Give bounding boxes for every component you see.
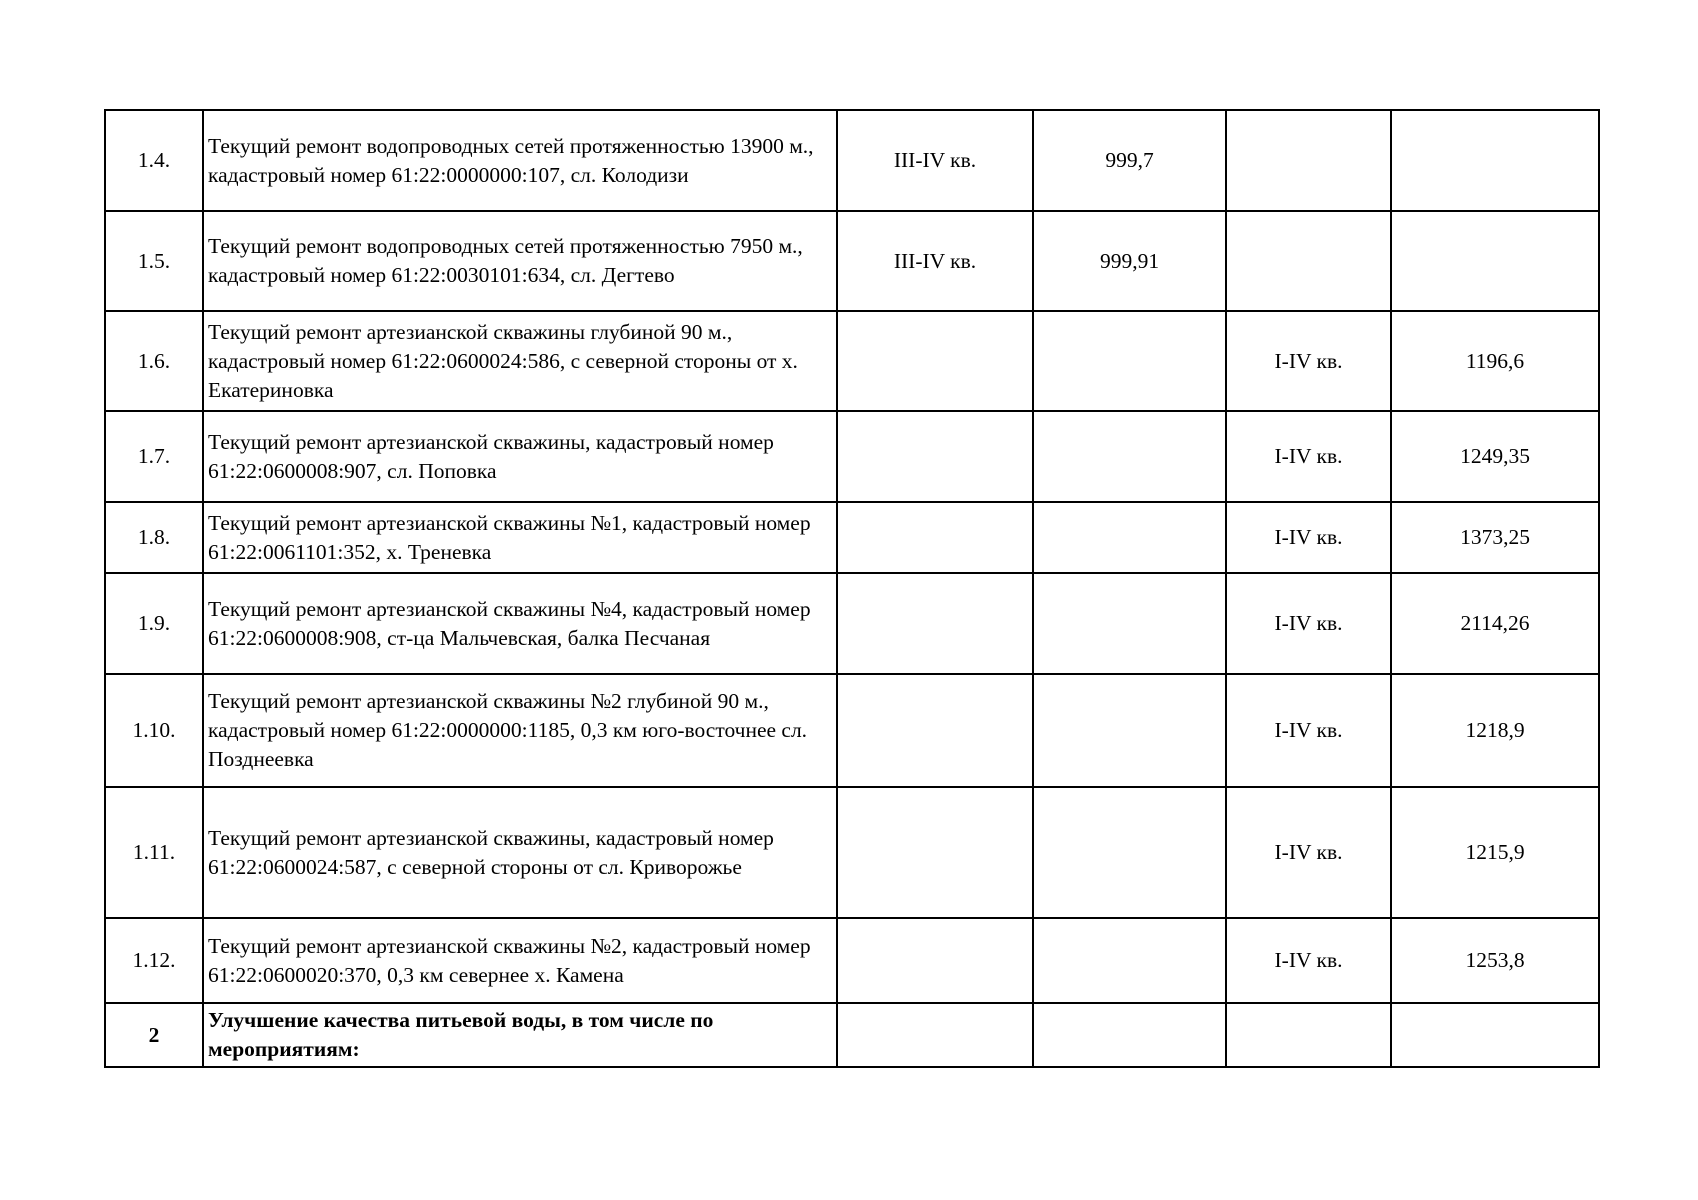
measure-name: Текущий ремонт артезианской скважины №1, кадастровый номер 61:22:0061101:352, х. Треневка (203, 502, 837, 573)
table-row (105, 211, 1599, 311)
amount-cell: 1196,6 (1391, 311, 1599, 411)
period-cell (837, 674, 1033, 787)
amount-cell (1033, 573, 1226, 674)
measure-name: Текущий ремонт артезианской скважины глубиной 90 м., кадастровый номер 61:22:0600024:586, с северной стороны от х. Екатериновка (203, 311, 837, 411)
period-cell (1226, 1003, 1391, 1067)
period-cell (837, 573, 1033, 674)
period-cell: I-IV кв. (1226, 573, 1391, 674)
measure-name: Текущий ремонт артезианской скважины №2, кадастровый номер 61:22:0600020:370, 0,3 км севернее х. Камена (203, 918, 837, 1003)
table-row (105, 311, 1599, 411)
period-cell: III-IV кв. (837, 110, 1033, 211)
period-cell (1226, 110, 1391, 211)
amount-cell: 1218,9 (1391, 674, 1599, 787)
measure-name: Текущий ремонт водопроводных сетей протяженностью 7950 м., кадастровый номер 61:22:0030101:634, сл. Дегтево (203, 211, 837, 311)
table-row (105, 918, 1599, 1003)
period-cell (837, 502, 1033, 573)
period-cell: I-IV кв. (1226, 411, 1391, 502)
period-cell (837, 918, 1033, 1003)
amount-cell: 1215,9 (1391, 787, 1599, 918)
measure-name: Текущий ремонт артезианской скважины, кадастровый номер 61:22:0600024:587, с северной стороны от сл. Криворожье (203, 787, 837, 918)
table-row (105, 502, 1599, 573)
amount-cell (1391, 211, 1599, 311)
row-number: 1.12. (105, 918, 203, 1003)
table-row (105, 110, 1599, 211)
amount-cell (1033, 502, 1226, 573)
row-number: 1.5. (105, 211, 203, 311)
amount-cell (1033, 918, 1226, 1003)
row-number: 2 (105, 1003, 203, 1067)
amount-cell: 999,7 (1033, 110, 1226, 211)
amount-cell (1033, 411, 1226, 502)
table-row (105, 787, 1599, 918)
period-cell: I-IV кв. (1226, 674, 1391, 787)
period-cell (837, 1003, 1033, 1067)
row-number: 1.9. (105, 573, 203, 674)
amount-cell (1033, 1003, 1226, 1067)
row-number: 1.10. (105, 674, 203, 787)
table-row (105, 411, 1599, 502)
amount-cell (1033, 787, 1226, 918)
row-number: 1.11. (105, 787, 203, 918)
table-row (105, 1003, 1599, 1067)
amount-cell: 1373,25 (1391, 502, 1599, 573)
row-number: 1.4. (105, 110, 203, 211)
period-cell (837, 311, 1033, 411)
period-cell (1226, 211, 1391, 311)
period-cell (837, 787, 1033, 918)
row-number: 1.6. (105, 311, 203, 411)
period-cell: I-IV кв. (1226, 787, 1391, 918)
measure-name: Текущий ремонт артезианской скважины №4, кадастровый номер 61:22:0600008:908, ст-ца Мальчевская, балка Песчаная (203, 573, 837, 674)
amount-cell: 1253,8 (1391, 918, 1599, 1003)
row-number: 1.7. (105, 411, 203, 502)
measure-name: Текущий ремонт артезианской скважины, кадастровый номер 61:22:0600008:907, сл. Поповка (203, 411, 837, 502)
period-cell: III-IV кв. (837, 211, 1033, 311)
amount-cell (1391, 1003, 1599, 1067)
measure-name: Текущий ремонт артезианской скважины №2 глубиной 90 м., кадастровый номер 61:22:0000000:1185, 0,3 км юго-восточнее сл. Позднеевка (203, 674, 837, 787)
measures-table (104, 109, 1600, 1068)
measure-name: Улучшение качества питьевой воды, в том числе по мероприятиям: (203, 1003, 837, 1067)
table-row (105, 674, 1599, 787)
amount-cell: 999,91 (1033, 211, 1226, 311)
period-cell: I-IV кв. (1226, 918, 1391, 1003)
amount-cell: 2114,26 (1391, 573, 1599, 674)
amount-cell (1033, 311, 1226, 411)
measure-name: Текущий ремонт водопроводных сетей протяженностью 13900 м., кадастровый номер 61:22:0000000:107, сл. Колодизи (203, 110, 837, 211)
period-cell (837, 411, 1033, 502)
amount-cell: 1249,35 (1391, 411, 1599, 502)
amount-cell (1033, 674, 1226, 787)
period-cell: I-IV кв. (1226, 502, 1391, 573)
row-number: 1.8. (105, 502, 203, 573)
table-row (105, 573, 1599, 674)
period-cell: I-IV кв. (1226, 311, 1391, 411)
amount-cell (1391, 110, 1599, 211)
